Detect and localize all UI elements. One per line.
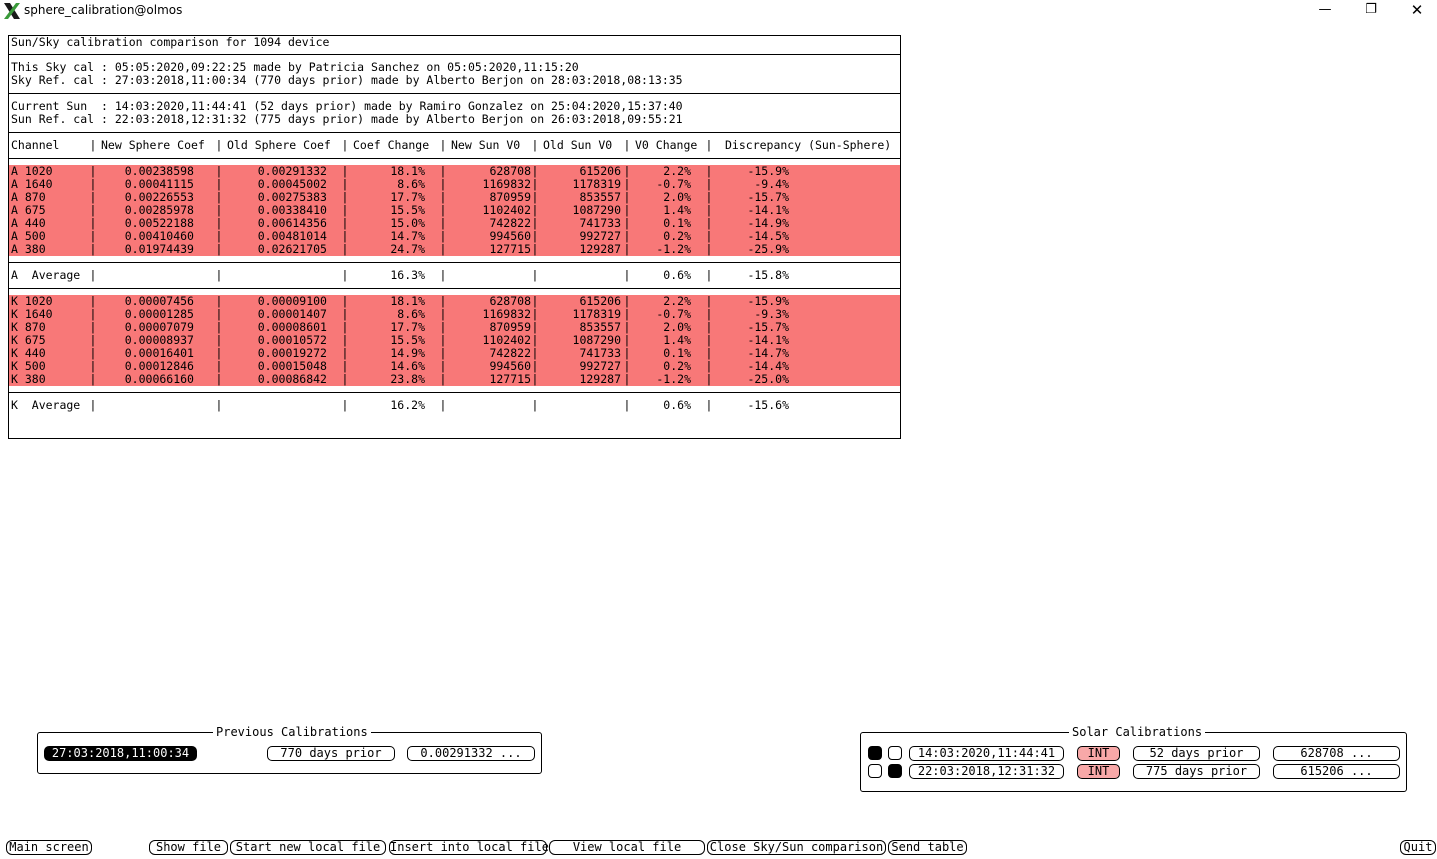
cell-channel: K 440 <box>11 346 46 360</box>
col-sep: | <box>89 229 97 243</box>
col-sep: | <box>531 320 539 334</box>
solar-row1-ref-radio[interactable] <box>888 746 902 760</box>
col-sep: | <box>623 398 631 412</box>
show-file-button[interactable]: Show file <box>149 840 228 855</box>
cell-old-sun-v0: 129287 <box>579 372 621 386</box>
solar-calibrations-group <box>860 725 1407 792</box>
cell-discrepancy: -15.6% <box>747 398 789 412</box>
cell-old-sun-v0: 853557 <box>579 320 621 334</box>
cell-new-sphere-coef: 0.00016401 <box>124 346 194 360</box>
col-sep: | <box>341 398 349 412</box>
col-sep: | <box>531 138 539 152</box>
solar-row1-int-badge[interactable]: INT <box>1077 746 1120 761</box>
comparison-report <box>8 35 901 439</box>
cell-old-sphere-coef: 0.00086842 <box>257 372 327 386</box>
col-sep: | <box>89 359 97 373</box>
x-app-icon <box>3 2 21 20</box>
maximize-button[interactable]: ❐ <box>1365 2 1377 17</box>
col-sep: | <box>215 164 223 178</box>
cell-new-sun-v0: 628708 <box>489 164 531 178</box>
col-sep: | <box>531 372 539 386</box>
cell-coef-change: 16.2% <box>390 398 425 412</box>
col-sep: | <box>215 307 223 321</box>
cell-channel: A 870 <box>11 190 46 204</box>
cell-discrepancy: -15.7% <box>747 190 789 204</box>
cell-v0-change: 0.1% <box>663 346 691 360</box>
previous-calibrations-group <box>37 725 542 774</box>
col-channel: Channel <box>11 138 60 152</box>
col-sep: | <box>341 320 349 334</box>
solar-row1-v0[interactable]: 628708 ... <box>1273 746 1400 761</box>
col-sep: | <box>705 346 713 360</box>
col-sep: | <box>89 398 97 412</box>
table-row <box>9 373 900 386</box>
col-sep: | <box>623 229 631 243</box>
cell-new-sphere-coef: 0.00410460 <box>124 229 194 243</box>
col-sep: | <box>89 372 97 386</box>
cell-discrepancy: -14.7% <box>747 346 789 360</box>
col-sep: | <box>341 242 349 256</box>
sky-cal-line: This Sky cal : 05:05:2020,09:22:25 made by Patricia Sanchez on 05:05:2020,11:15:20 <box>11 60 579 74</box>
divider <box>9 93 900 94</box>
col-v0-change: V0 Change <box>635 138 698 152</box>
cell-v0-change: 1.4% <box>663 333 691 347</box>
previous-cal-date[interactable]: 27:03:2018,11:00:34 <box>44 746 197 761</box>
col-sep: | <box>623 190 631 204</box>
col-sep: | <box>89 333 97 347</box>
cell-new-sphere-coef: 0.00007079 <box>124 320 194 334</box>
col-sep: | <box>341 268 349 282</box>
cell-new-sphere-coef: 0.00008937 <box>124 333 194 347</box>
col-sep: | <box>705 138 713 152</box>
cell-coef-change: 17.7% <box>390 190 425 204</box>
divider <box>9 132 900 133</box>
cell-new-sphere-coef: 0.00522188 <box>124 216 194 230</box>
col-sep: | <box>341 190 349 204</box>
col-sep: | <box>341 346 349 360</box>
col-old-sun-v0: Old Sun V0 <box>543 138 613 152</box>
cell-channel: A 380 <box>11 242 46 256</box>
cell-channel: A Average <box>11 268 81 282</box>
cell-new-sphere-coef: 0.00285978 <box>124 203 194 217</box>
col-sep: | <box>89 346 97 360</box>
col-new-sun-v0: New Sun V0 <box>451 138 521 152</box>
cell-channel: K 1640 <box>11 307 53 321</box>
previous-calibrations-label: Previous Calibrations <box>213 725 371 739</box>
col-sep: | <box>215 229 223 243</box>
cell-v0-change: 0.6% <box>663 398 691 412</box>
cell-old-sphere-coef: 0.00338410 <box>257 203 327 217</box>
col-sep: | <box>341 216 349 230</box>
col-sep: | <box>705 294 713 308</box>
col-sep: | <box>439 177 447 191</box>
cell-discrepancy: -14.5% <box>747 229 789 243</box>
col-coef-change: Coef Change <box>353 138 430 152</box>
close-sky-sun-comparison-button[interactable]: Close Sky/Sun comparison <box>707 840 886 855</box>
col-sep: | <box>439 398 447 412</box>
cell-new-sun-v0: 742822 <box>489 216 531 230</box>
cell-v0-change: 0.2% <box>663 229 691 243</box>
col-sep: | <box>439 372 447 386</box>
cell-discrepancy: -25.9% <box>747 242 789 256</box>
cell-old-sphere-coef: 0.00008601 <box>257 320 327 334</box>
close-window-button[interactable]: ✕ <box>1410 1 1424 19</box>
cell-discrepancy: -15.8% <box>747 268 789 282</box>
col-sep: | <box>341 203 349 217</box>
solar-row1-current-radio[interactable] <box>868 746 882 760</box>
cell-v0-change: 2.2% <box>663 294 691 308</box>
col-sep: | <box>531 346 539 360</box>
cell-coef-change: 15.0% <box>390 216 425 230</box>
col-sep: | <box>705 359 713 373</box>
col-sep: | <box>531 359 539 373</box>
cell-old-sphere-coef: 0.00614356 <box>257 216 327 230</box>
cell-new-sun-v0: 1169832 <box>482 307 531 321</box>
cell-new-sun-v0: 994560 <box>489 229 531 243</box>
cell-old-sun-v0: 1178319 <box>572 177 621 191</box>
cell-v0-change: 2.2% <box>663 164 691 178</box>
cell-new-sun-v0: 742822 <box>489 346 531 360</box>
cell-old-sphere-coef: 0.00001407 <box>257 307 327 321</box>
cell-coef-change: 16.3% <box>390 268 425 282</box>
cell-coef-change: 15.5% <box>390 203 425 217</box>
col-sep: | <box>531 229 539 243</box>
col-sep: | <box>531 307 539 321</box>
col-sep: | <box>623 346 631 360</box>
col-sep: | <box>89 164 97 178</box>
col-sep: | <box>623 242 631 256</box>
cell-new-sphere-coef: 0.00012846 <box>124 359 194 373</box>
col-sep: | <box>439 203 447 217</box>
cell-channel: K 675 <box>11 333 46 347</box>
col-sep: | <box>439 294 447 308</box>
col-sep: | <box>623 359 631 373</box>
cell-discrepancy: -9.4% <box>754 177 789 191</box>
col-sep: | <box>439 242 447 256</box>
col-old-sphere-coef: Old Sphere Coef <box>227 138 331 152</box>
col-sep: | <box>215 216 223 230</box>
cell-v0-change: -1.2% <box>656 372 691 386</box>
cell-new-sun-v0: 994560 <box>489 359 531 373</box>
title-bar <box>0 0 1437 22</box>
previous-cal-coef[interactable]: 0.00291332 ... <box>407 746 535 761</box>
cell-new-sphere-coef: 0.00238598 <box>124 164 194 178</box>
cell-old-sun-v0: 853557 <box>579 190 621 204</box>
cell-new-sun-v0: 1102402 <box>482 333 531 347</box>
col-sep: | <box>341 372 349 386</box>
cell-old-sun-v0: 1087290 <box>572 333 621 347</box>
cell-v0-change: -0.7% <box>656 307 691 321</box>
col-sep: | <box>531 177 539 191</box>
solar-row1-prior[interactable]: 52 days prior <box>1133 746 1260 761</box>
col-sep: | <box>215 177 223 191</box>
col-sep: | <box>215 398 223 412</box>
col-sep: | <box>215 190 223 204</box>
cell-old-sun-v0: 1087290 <box>572 203 621 217</box>
main-screen-button[interactable]: Main screen <box>6 840 92 855</box>
cell-coef-change: 15.5% <box>390 333 425 347</box>
col-sep: | <box>341 138 349 152</box>
a-average-row <box>9 269 900 282</box>
col-sep: | <box>531 190 539 204</box>
col-sep: | <box>531 333 539 347</box>
col-sep: | <box>439 138 447 152</box>
solar-row2-v0[interactable]: 615206 ... <box>1273 764 1400 779</box>
cell-coef-change: 18.1% <box>390 294 425 308</box>
cell-v0-change: 0.6% <box>663 268 691 282</box>
col-sep: | <box>623 372 631 386</box>
cell-discrepancy: -15.9% <box>747 164 789 178</box>
divider <box>9 392 900 393</box>
cell-coef-change: 17.7% <box>390 320 425 334</box>
col-sep: | <box>341 333 349 347</box>
cell-new-sphere-coef: 0.00041115 <box>124 177 194 191</box>
col-sep: | <box>705 333 713 347</box>
col-sep: | <box>439 359 447 373</box>
cell-new-sphere-coef: 0.00066160 <box>124 372 194 386</box>
col-sep: | <box>89 320 97 334</box>
cell-new-sun-v0: 870959 <box>489 190 531 204</box>
cell-old-sphere-coef: 0.00010572 <box>257 333 327 347</box>
divider <box>9 54 900 55</box>
col-sep: | <box>531 268 539 282</box>
cell-v0-change: 2.0% <box>663 190 691 204</box>
send-table-button[interactable]: Send table <box>888 840 967 855</box>
col-sep: | <box>531 398 539 412</box>
table-row <box>9 243 900 256</box>
col-sep: | <box>341 294 349 308</box>
col-sep: | <box>439 307 447 321</box>
cell-coef-change: 18.1% <box>390 164 425 178</box>
cell-old-sphere-coef: 0.00275383 <box>257 190 327 204</box>
cell-discrepancy: -25.0% <box>747 372 789 386</box>
cell-coef-change: 24.7% <box>390 242 425 256</box>
col-sep: | <box>215 320 223 334</box>
cell-channel: K 1020 <box>11 294 53 308</box>
cell-v0-change: 1.4% <box>663 203 691 217</box>
cell-v0-change: 0.1% <box>663 216 691 230</box>
col-sep: | <box>215 294 223 308</box>
col-sep: | <box>705 216 713 230</box>
col-sep: | <box>215 346 223 360</box>
col-sep: | <box>89 268 97 282</box>
table-header <box>9 139 900 152</box>
col-sep: | <box>215 242 223 256</box>
col-sep: | <box>89 203 97 217</box>
cell-old-sun-v0: 992727 <box>579 229 621 243</box>
cell-channel: K 500 <box>11 359 46 373</box>
cell-old-sphere-coef: 0.02621705 <box>257 242 327 256</box>
cell-v0-change: -0.7% <box>656 177 691 191</box>
col-sep: | <box>439 216 447 230</box>
cell-old-sphere-coef: 0.00481014 <box>257 229 327 243</box>
k-average-row <box>9 399 900 412</box>
solar-row2-ref-radio[interactable] <box>888 764 902 778</box>
col-sep: | <box>89 216 97 230</box>
col-sep: | <box>623 203 631 217</box>
col-sep: | <box>705 320 713 334</box>
col-sep: | <box>439 164 447 178</box>
col-sep: | <box>439 333 447 347</box>
col-sep: | <box>705 190 713 204</box>
cell-discrepancy: -14.1% <box>747 203 789 217</box>
col-sep: | <box>705 372 713 386</box>
quit-button[interactable]: Quit <box>1400 840 1436 855</box>
divider <box>9 158 900 159</box>
cell-channel: A 675 <box>11 203 46 217</box>
cell-new-sun-v0: 1169832 <box>482 177 531 191</box>
cell-discrepancy: -14.1% <box>747 333 789 347</box>
cell-new-sun-v0: 127715 <box>489 242 531 256</box>
col-sep: | <box>623 268 631 282</box>
cell-channel: A 500 <box>11 229 46 243</box>
cell-channel: A 440 <box>11 216 46 230</box>
col-sep: | <box>341 359 349 373</box>
solar-row1-date[interactable]: 14:03:2020,11:44:41 <box>909 746 1064 761</box>
cell-new-sphere-coef: 0.00226553 <box>124 190 194 204</box>
current-sun-line: Current Sun : 14:03:2020,11:44:41 (52 days prior) made by Ramiro Gonzalez on 25:04:2020,15:37:40 <box>11 99 683 113</box>
cell-v0-change: 0.2% <box>663 359 691 373</box>
col-sep: | <box>215 333 223 347</box>
col-sep: | <box>341 229 349 243</box>
cell-old-sun-v0: 1178319 <box>572 307 621 321</box>
sun-ref-line: Sun Ref. cal : 22:03:2018,12:31:32 (775 days prior) made by Alberto Berjon on 26:03:2018,09:55:21 <box>11 112 683 126</box>
divider <box>9 288 900 289</box>
cell-old-sun-v0: 615206 <box>579 164 621 178</box>
solar-row2-prior[interactable]: 775 days prior <box>1133 764 1260 779</box>
col-sep: | <box>215 372 223 386</box>
cell-discrepancy: -9.3% <box>754 307 789 321</box>
col-sep: | <box>705 398 713 412</box>
cell-old-sun-v0: 741733 <box>579 216 621 230</box>
col-sep: | <box>531 216 539 230</box>
col-sep: | <box>89 177 97 191</box>
cell-old-sphere-coef: 0.00291332 <box>257 164 327 178</box>
col-sep: | <box>439 346 447 360</box>
col-sep: | <box>89 190 97 204</box>
col-sep: | <box>623 216 631 230</box>
solar-row2-date[interactable]: 22:03:2018,12:31:32 <box>909 764 1064 779</box>
cell-v0-change: 2.0% <box>663 320 691 334</box>
cell-old-sphere-coef: 0.00015048 <box>257 359 327 373</box>
cell-new-sphere-coef: 0.00007456 <box>124 294 194 308</box>
cell-channel: K Average <box>11 398 81 412</box>
col-sep: | <box>531 242 539 256</box>
col-sep: | <box>705 307 713 321</box>
col-sep: | <box>215 359 223 373</box>
cell-coef-change: 14.7% <box>390 229 425 243</box>
col-sep: | <box>89 242 97 256</box>
sky-ref-line: Sky Ref. cal : 27:03:2018,11:00:34 (770 days prior) made by Alberto Berjon on 28:03:2018,08:13:35 <box>11 73 683 87</box>
cell-old-sphere-coef: 0.00019272 <box>257 346 327 360</box>
cell-new-sun-v0: 628708 <box>489 294 531 308</box>
cell-discrepancy: -15.9% <box>747 294 789 308</box>
col-sep: | <box>89 307 97 321</box>
previous-cal-prior[interactable]: 770 days prior <box>267 746 395 761</box>
view-local-file-button[interactable]: View local file <box>549 840 705 855</box>
cell-channel: K 380 <box>11 372 46 386</box>
cell-discrepancy: -15.7% <box>747 320 789 334</box>
col-sep: | <box>705 268 713 282</box>
solar-row2-int-badge[interactable]: INT <box>1077 764 1120 779</box>
cell-old-sun-v0: 129287 <box>579 242 621 256</box>
col-sep: | <box>705 164 713 178</box>
col-sep: | <box>341 307 349 321</box>
col-sep: | <box>531 203 539 217</box>
cell-channel: A 1020 <box>11 164 53 178</box>
insert-into-local-file-button[interactable]: Insert into local file <box>390 840 549 854</box>
divider <box>9 262 900 263</box>
solar-row2-current-radio[interactable] <box>868 764 882 778</box>
cell-old-sun-v0: 615206 <box>579 294 621 308</box>
cell-coef-change: 8.6% <box>397 307 425 321</box>
col-sep: | <box>531 164 539 178</box>
cell-old-sun-v0: 741733 <box>579 346 621 360</box>
cell-new-sun-v0: 127715 <box>489 372 531 386</box>
col-sep: | <box>89 138 97 152</box>
cell-channel: A 1640 <box>11 177 53 191</box>
cell-discrepancy: -14.4% <box>747 359 789 373</box>
col-sep: | <box>705 229 713 243</box>
cell-discrepancy: -14.9% <box>747 216 789 230</box>
start-new-local-file-button[interactable]: Start new local file <box>230 840 386 855</box>
cell-old-sphere-coef: 0.00045002 <box>257 177 327 191</box>
col-new-sphere-coef: New Sphere Coef <box>101 138 205 152</box>
cell-new-sphere-coef: 0.01974439 <box>124 242 194 256</box>
col-sep: | <box>623 307 631 321</box>
col-sep: | <box>705 242 713 256</box>
cell-old-sphere-coef: 0.00009100 <box>257 294 327 308</box>
col-sep: | <box>215 268 223 282</box>
cell-coef-change: 14.9% <box>390 346 425 360</box>
col-sep: | <box>623 177 631 191</box>
col-sep: | <box>439 229 447 243</box>
col-sep: | <box>623 333 631 347</box>
col-sep: | <box>341 164 349 178</box>
cell-coef-change: 8.6% <box>397 177 425 191</box>
col-sep: | <box>531 294 539 308</box>
cell-coef-change: 14.6% <box>390 359 425 373</box>
col-sep: | <box>623 294 631 308</box>
col-sep: | <box>341 177 349 191</box>
col-sep: | <box>623 138 631 152</box>
col-sep: | <box>623 164 631 178</box>
cell-old-sun-v0: 992727 <box>579 359 621 373</box>
col-sep: | <box>89 294 97 308</box>
col-sep: | <box>439 268 447 282</box>
col-sep: | <box>705 203 713 217</box>
col-discrepancy: Discrepancy (Sun-Sphere) <box>725 138 892 152</box>
solar-calibrations-label: Solar Calibrations <box>1069 725 1205 739</box>
minimize-button[interactable]: — <box>1318 2 1332 17</box>
col-sep: | <box>215 138 223 152</box>
col-sep: | <box>439 190 447 204</box>
col-sep: | <box>439 320 447 334</box>
cell-new-sun-v0: 870959 <box>489 320 531 334</box>
cell-channel: K 870 <box>11 320 46 334</box>
cell-new-sphere-coef: 0.00001285 <box>124 307 194 321</box>
cell-new-sun-v0: 1102402 <box>482 203 531 217</box>
col-sep: | <box>705 177 713 191</box>
col-sep: | <box>215 203 223 217</box>
report-heading: Sun/Sky calibration comparison for 1094 device <box>11 35 330 49</box>
window-title: sphere_calibration@olmos <box>24 3 183 17</box>
cell-v0-change: -1.2% <box>656 242 691 256</box>
cell-coef-change: 23.8% <box>390 372 425 386</box>
col-sep: | <box>623 320 631 334</box>
